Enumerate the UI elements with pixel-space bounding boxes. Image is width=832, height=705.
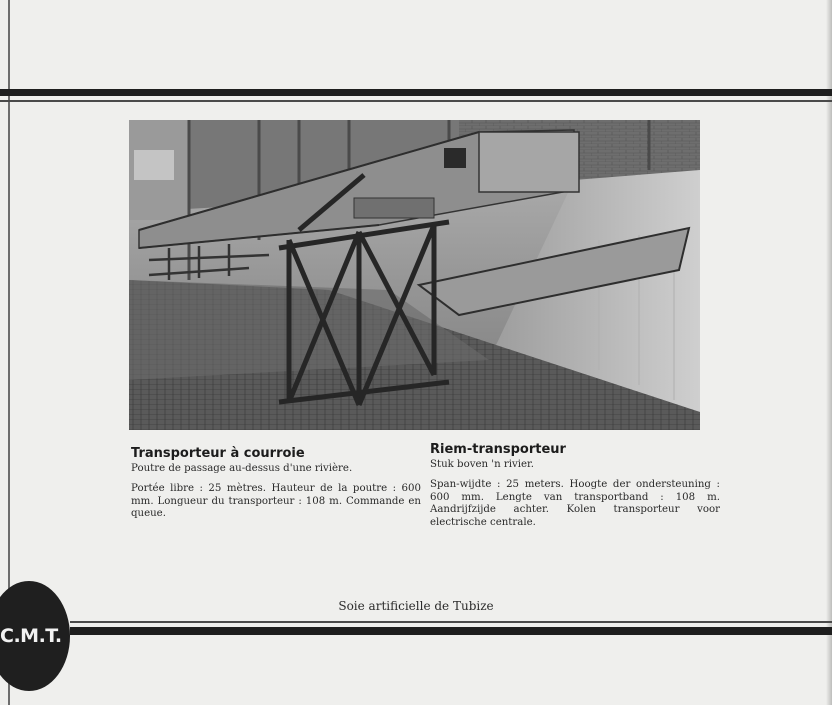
conveyor-photo <box>129 120 700 430</box>
bottom-rule-thin <box>70 621 832 623</box>
caption-dutch-body: Span-wijdte : 25 meters. Hoogte der ondersteuning : 600 mm. Lengte van transportband : 108 m. Aandrijfzijde achter. Kolen transporteur voor electrische centrale. <box>430 479 720 528</box>
caption-french <box>131 448 421 521</box>
caption-dutch-subtitle: Stuk boven 'n rivier. <box>430 458 535 470</box>
caption-french-body: Portée libre : 25 mètres. Hauteur de la poutre : 600 mm. Longueur du transporteur : 108 m. Commande en queue. <box>131 483 421 519</box>
caption-french-title: Transporteur à courroie <box>131 446 305 461</box>
top-rule-thin <box>0 100 832 102</box>
caption-dutch-title: Riem-transporteur <box>430 442 566 457</box>
cmt-logo-text: C.M.T. <box>0 625 62 647</box>
top-rule-thick <box>0 89 832 96</box>
bottom-rule-thick <box>70 627 832 635</box>
caption-french-subtitle: Poutre de passage au-dessus d'une rivière. <box>131 462 353 474</box>
caption-dutch <box>430 444 720 529</box>
footer-text: Soie artificielle de Tubize <box>338 599 494 613</box>
